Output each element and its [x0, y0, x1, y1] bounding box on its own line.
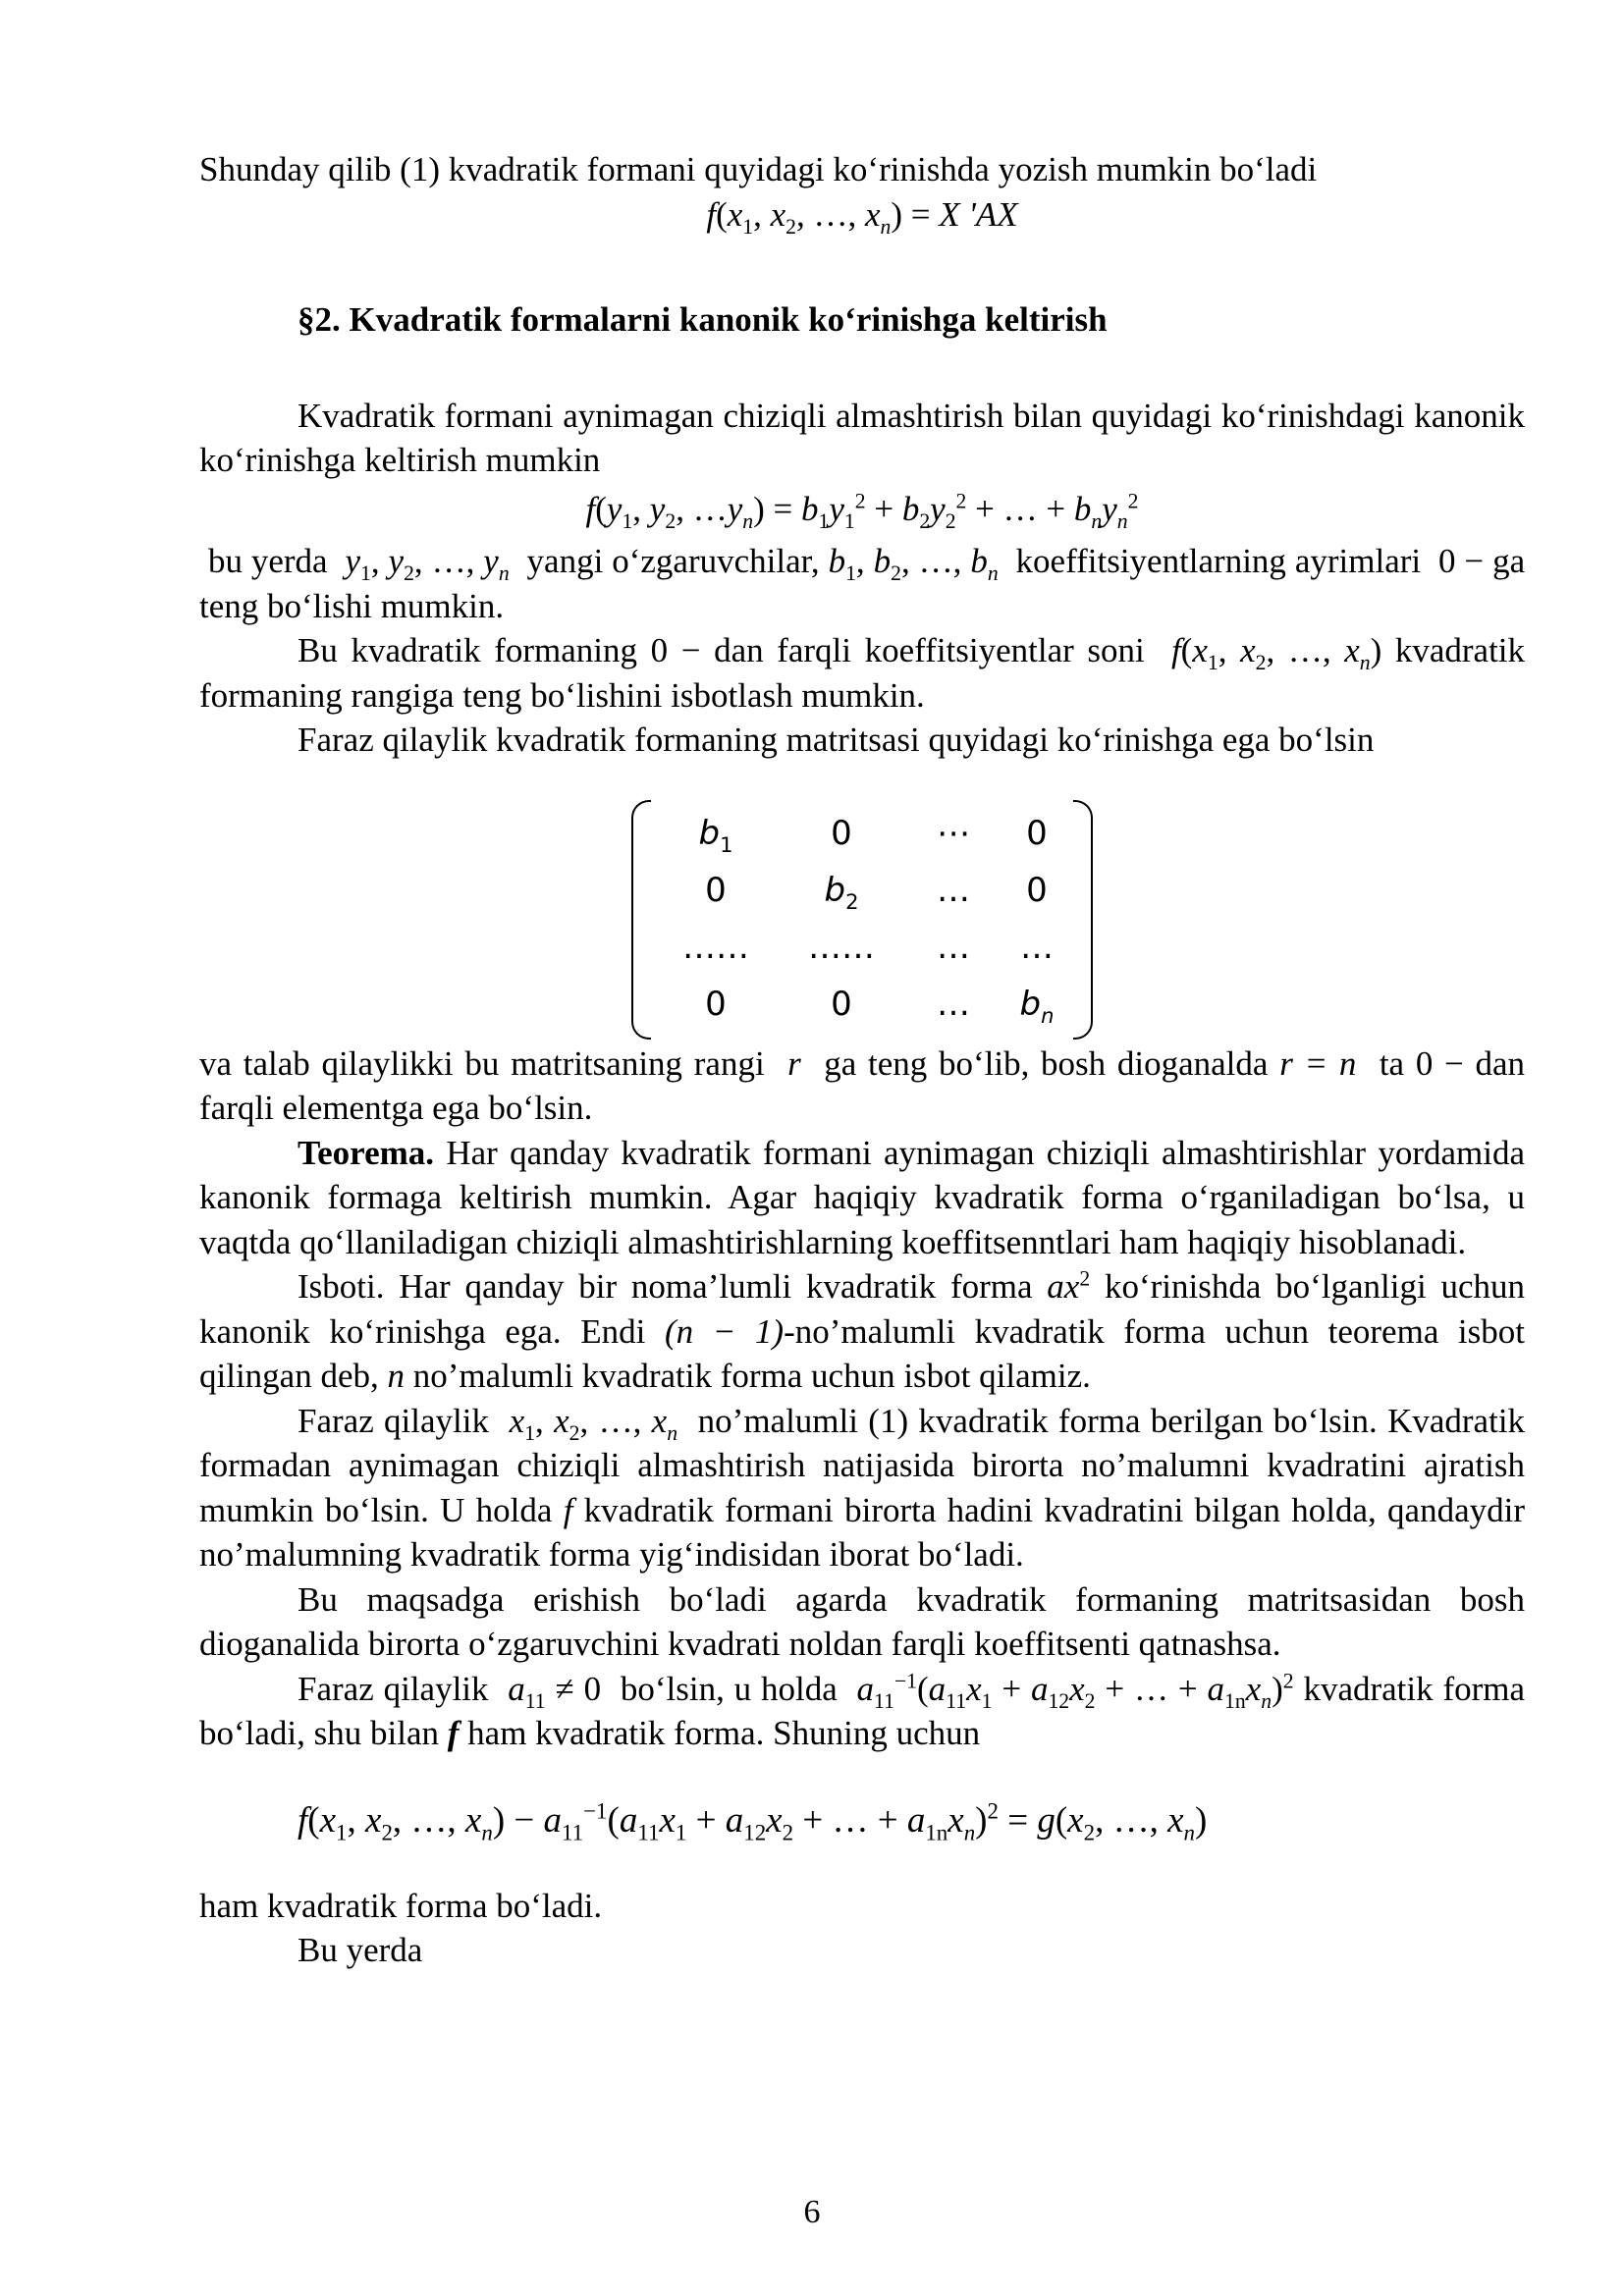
matrix-cell: 0: [1026, 814, 1048, 854]
matrix-row: [653, 806, 1071, 863]
matrix-cell: ……: [682, 928, 749, 968]
section-heading: §2. Kvadratik formalarni kanonik ko‘rinishga keltirish: [298, 300, 1108, 339]
paragraph-canonical: Kvadratik formani aynimagan chiziqli almashtirish bilan quyidagi ko‘rinishdagi kanonik ko‘rinishga keltirish mumkin: [199, 396, 1525, 479]
matrix-brackets: [631, 806, 1093, 1034]
paragraph-proof: Isboti. Har qanday bir noma’lumli kvadratik forma $ax^2$ ko‘rinishda bo‘lganligi uchun kanonik ko‘rinishga ega. Endi (n − 1)-no’malumli kvadratik forma uchun teorema isbot qilingan deb, n no’malumli kvadratik forma uchun isbot qilamiz.: [199, 1266, 1526, 1395]
matrix-cell: ……: [808, 928, 875, 968]
equation-canonical-form: $f(y_1$, $y_2$, $\dots y_n) = b_1y_1^2 + b_2y_2^2$ + … + $b_ny_n^2$: [585, 488, 1139, 533]
matrix-cell: $b_n$: [1019, 985, 1055, 1029]
paragraph-matrix-intro: Faraz qilaylik kvadratik formaning matritsasi quyidagi ko‘rinishga ega bo‘lsin: [298, 721, 1375, 759]
matrix-table: [653, 806, 1071, 1034]
matrix-row: [653, 863, 1071, 920]
paragraph-theorem: Teorema. Har qanday kvadratik formani aynimagan chiziqli almashtirishlar yordamida kanonik formaga keltirish mumkin. Agar haqiqiy kvadratik forma o‘rganiladigan bo‘lsa, u vaqtda qo‘llaniladigan chiziqli almashtirishlarning koeffitsenntlari ham haqiqiy hisoblanadi.: [199, 1133, 1526, 1261]
paragraph-intro: Shunday qilib (1) kvadratik formani quyidagi ko‘rinishda yozish mumkin bo‘ladi: [199, 150, 1318, 188]
matrix-cell: $b_1$: [698, 814, 733, 858]
equation-quadratic-form: $f(x_1$, $x_2$, …, $x_n) = X$ 'AX: [706, 194, 1018, 239]
matrix-cell: 0: [831, 814, 852, 854]
paragraph-rank: Bu kvadratik formaning 0 − dan farqli koeffitsiyentlar soni $f(x_1$, $x_2$, …, $x_n$) kvadratik formaning rangiga teng bo‘lishini isbotlash mumkin.: [199, 631, 1526, 715]
matrix-row: [653, 977, 1071, 1034]
matrix-cell: 0: [705, 985, 727, 1025]
paragraph-coefficient: Faraz qilaylik $a_{11} \ne 0$ bo‘lsin, u holda $a_{11}^{-1}(a_{11}x_1 + a_{12}x_2$ + … + $a_{1n}x_n)^2$ kvadratik forma bo‘ladi, shu bilan f ham kvadratik forma. Shuning uchun: [199, 1668, 1526, 1752]
paragraph-new-variables: bu yerda $y_1$, $y_2$, …, $y_n$ yangi o‘zgaruvchilar, $b_1$, $b_2$, …, $b_n$ koeffitsiyentlarning ayrimlari 0 − ga teng bo‘lishi mumkin.: [199, 542, 1526, 625]
page-number: 6: [803, 2194, 821, 2230]
diagonal-matrix: [199, 806, 1525, 1034]
page-content: [199, 147, 1525, 1973]
matrix-cell: …: [937, 928, 970, 968]
paragraph-matrix-rank: va talab qilaylikki bu matritsaning rangi r ga teng bo‘lib, bosh dioganalda r = n ta 0 − dan farqli elementga ega bo‘lsin.: [199, 1043, 1526, 1127]
paragraph-goal: Bu maqsadga erishish bo‘ladi agarda kvadratik formaning matritsasidan bosh dioganalida birorta o‘zgaruvchini kvadrati noldan farqli koeffitsenti qatnashsa.: [199, 1579, 1525, 1663]
matrix-cell: 0: [705, 871, 727, 911]
paragraph-conclusion: ham kvadratik forma bo‘ladi.: [199, 1886, 603, 1925]
matrix-cell: …: [937, 871, 970, 911]
matrix-cell: 0: [831, 985, 852, 1025]
matrix-cell: …: [937, 985, 970, 1025]
matrix-cell: $b_2$: [824, 871, 859, 915]
matrix-cell: 0: [1026, 871, 1048, 911]
paragraph-here: Bu yerda: [298, 1931, 423, 1970]
paragraph-assume: Faraz qilaylik $x_1$, $x_2$, …, $x_n$ no’malumli (1) kvadratik forma berilgan bo‘lsin. Kvadratik formadan aynimagan chiziqli almashtirish natijasida birorta no’malumni kvadratini ajratish mumkin bo‘lsin. U holda f kvadratik formani birorta hadini kvadratini bilgan holda, qandaydir no’malumning kvadratik forma yig‘indisidan iborat bo‘ladi.: [199, 1401, 1526, 1574]
matrix-cell: ⋯: [937, 814, 970, 854]
matrix-cell: …: [1020, 928, 1054, 968]
equation-reduction: $f(x_1$, $x_2$, …, $x_n) - a_{11}^{-1}(a_{11}x_1 + a_{12}x_2$ + … + $a_{1n}x_n)^2 = g(x_2$, …, $x_n$): [298, 1798, 1208, 1844]
matrix-row: [653, 920, 1071, 977]
